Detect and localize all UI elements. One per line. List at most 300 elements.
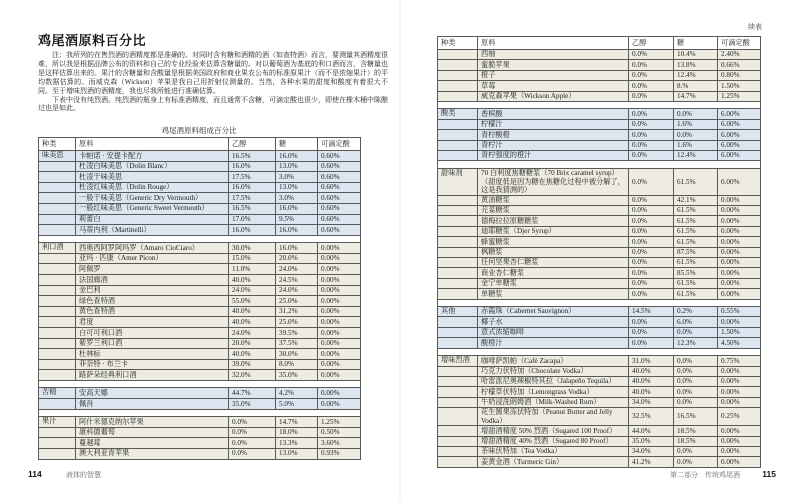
value-cell: 0.00%	[718, 397, 761, 407]
value-cell: 0.0%	[229, 438, 276, 449]
value-cell: 6.00%	[718, 140, 761, 150]
value-cell: 35.0%	[276, 370, 318, 381]
value-cell: 32.0%	[229, 370, 276, 381]
ingredient-cell: 阿什米德克纳尔苹果	[76, 417, 229, 428]
table-row	[39, 399, 361, 410]
ingredient-cell: 君度	[76, 317, 229, 328]
gap-cell	[39, 235, 361, 243]
value-cell: 0.00%	[718, 289, 761, 299]
category-cell	[39, 448, 76, 459]
value-cell: 61.5%	[674, 258, 718, 268]
intro-note	[38, 51, 388, 113]
value-cell: 0.00%	[318, 399, 361, 410]
category-cell	[438, 50, 478, 60]
ingredient-cell: 安高天娜	[76, 388, 229, 399]
value-cell: 20.0%	[276, 253, 318, 264]
table-row	[438, 119, 761, 129]
value-cell: 0.0%	[629, 140, 674, 150]
ingredient-cell: 法国廊酒	[76, 275, 229, 286]
section-heading: 鸡尾酒原料百分比	[38, 33, 147, 48]
ingredient-cell: 一般红味美思（Generic Sweet Vermouth）	[76, 203, 229, 214]
ingredient-cell: 蔓越莓	[76, 438, 229, 449]
value-cell: 61.5%	[674, 278, 718, 288]
page-number-right: 115	[762, 469, 776, 479]
category-cell	[39, 427, 76, 438]
category-cell	[438, 278, 478, 288]
ingredient-cell: 西柚	[478, 50, 629, 60]
category-cell: 味美思	[39, 151, 76, 162]
value-cell: 0.00%	[318, 349, 361, 360]
ingredient-cell: 花生酱果冻伏特加（Peanut Butter and Jelly Vodka）	[478, 408, 629, 426]
ingredients-table-left	[38, 137, 361, 460]
value-cell: 0.0%	[629, 70, 674, 80]
value-cell: 0.0%	[674, 376, 718, 386]
value-cell: 0.00%	[318, 285, 361, 296]
value-cell: 30.0%	[276, 349, 318, 360]
value-cell: 0.0%	[629, 195, 674, 205]
table-row	[39, 253, 361, 264]
column-header: 可滴定酸	[718, 37, 761, 50]
page-gutter	[398, 0, 402, 500]
value-cell: 40.0%	[229, 275, 276, 286]
value-cell: 0.0%	[629, 226, 674, 236]
value-cell: 25.0%	[276, 296, 318, 307]
value-cell: 14.7%	[674, 91, 718, 101]
value-cell: 0.0%	[629, 168, 674, 195]
category-cell: 酸类	[438, 109, 478, 119]
category-cell	[438, 130, 478, 140]
value-cell: 0.25%	[718, 408, 761, 426]
value-cell: 0.00%	[718, 216, 761, 226]
ingredient-cell: 巧克力伏特加（Chocolate Vodka）	[478, 366, 629, 376]
running-title-right: 第二部分 传统鸡尾酒	[670, 472, 741, 479]
value-cell: 44.0%	[629, 426, 674, 436]
value-cell: 0.00%	[718, 168, 761, 195]
value-cell: 39.5%	[276, 328, 318, 339]
category-cell	[39, 275, 76, 286]
category-cell	[39, 214, 76, 225]
value-cell: 24.0%	[229, 285, 276, 296]
table-row	[39, 296, 361, 307]
value-cell: 14.7%	[276, 417, 318, 428]
value-cell: 0.00%	[318, 243, 361, 254]
ingredient-cell: 金巴利	[76, 285, 229, 296]
ingredient-cell: 黄油糖浆	[478, 195, 629, 205]
table-row	[438, 317, 761, 327]
category-cell: 甜味剂	[438, 168, 478, 195]
table-row	[39, 243, 361, 254]
table-row	[438, 151, 761, 161]
column-header: 乙醇	[229, 138, 276, 151]
value-cell: 12.4%	[674, 70, 718, 80]
table-row	[438, 457, 761, 467]
table-row	[39, 182, 361, 193]
value-cell: 16.0%	[276, 243, 318, 254]
section-gap-row	[438, 161, 761, 169]
value-cell: 1.50%	[718, 327, 761, 337]
value-cell: 0.0%	[674, 327, 718, 337]
value-cell: 8.0%	[276, 359, 318, 370]
value-cell: 61.5%	[674, 168, 718, 195]
table-row	[438, 91, 761, 101]
value-cell: 0.00%	[718, 426, 761, 436]
value-cell: 1.25%	[318, 417, 361, 428]
value-cell: 61.5%	[674, 216, 718, 226]
ingredient-cell: 香槟酸	[478, 109, 629, 119]
value-cell: 24.0%	[276, 285, 318, 296]
table-row	[438, 426, 761, 436]
value-cell: 0.60%	[318, 203, 361, 214]
table-row	[39, 161, 361, 172]
table-row	[39, 388, 361, 399]
ingredient-cell: 绿色查特酒	[76, 296, 229, 307]
value-cell: 3.60%	[318, 438, 361, 449]
category-cell	[39, 328, 76, 339]
value-cell: 0.0%	[629, 289, 674, 299]
table-row	[438, 307, 761, 317]
value-cell: 1.50%	[718, 81, 761, 91]
value-cell: 0.00%	[318, 317, 361, 328]
table-row	[438, 289, 761, 299]
ingredient-cell: 增甜酒精度 40% 烈酒（Sugared 80 Proof）	[478, 436, 629, 446]
value-cell: 6.00%	[718, 109, 761, 119]
value-cell: 0.00%	[318, 370, 361, 381]
value-cell: 61.5%	[674, 226, 718, 236]
value-cell: 18.5%	[674, 436, 718, 446]
value-cell: 40.0%	[229, 317, 276, 328]
ingredient-cell: 赤霞珠（Cabernet Sauvignon）	[478, 307, 629, 317]
table-row	[438, 60, 761, 70]
value-cell: 0.0%	[629, 237, 674, 247]
table-row	[438, 447, 761, 457]
value-cell: 1.6%	[674, 140, 718, 150]
table-row	[438, 338, 761, 348]
continued-table-label: 续表	[748, 23, 762, 31]
value-cell: 1.25%	[718, 91, 761, 101]
value-cell: 0.00%	[318, 306, 361, 317]
ingredient-cell: 青柠酸橙	[478, 130, 629, 140]
value-cell: 0.00%	[718, 436, 761, 446]
value-cell: 0.00%	[318, 359, 361, 370]
value-cell: 13.3%	[276, 438, 318, 449]
category-cell	[438, 338, 478, 348]
category-cell	[39, 306, 76, 317]
value-cell: 0.60%	[318, 161, 361, 172]
category-cell	[39, 338, 76, 349]
table-row	[39, 338, 361, 349]
ingredient-cell: 柠檬汁	[478, 119, 629, 129]
value-cell: 0.0%	[629, 50, 674, 60]
value-cell: 0.0%	[629, 151, 674, 161]
value-cell: 16.0%	[229, 182, 276, 193]
value-cell: 40.0%	[229, 349, 276, 360]
category-cell	[438, 376, 478, 386]
ingredient-cell: 茶味伏特加（Tea Vodka）	[478, 447, 629, 457]
value-cell: 25.0%	[276, 317, 318, 328]
category-cell	[39, 264, 76, 275]
value-cell: 34.0%	[629, 447, 674, 457]
ingredient-cell: 蜜脆苹果	[478, 60, 629, 70]
column-header: 可滴定酸	[318, 138, 361, 151]
table-row	[438, 247, 761, 257]
value-cell: 85.5%	[674, 268, 718, 278]
value-cell: 0.0%	[629, 247, 674, 257]
value-cell: 2.40%	[718, 50, 761, 60]
table-row	[438, 195, 761, 205]
gap-cell	[39, 409, 361, 417]
column-header: 糖	[276, 138, 318, 151]
category-cell	[438, 140, 478, 150]
category-cell	[438, 70, 478, 80]
ingredient-cell: 单糖浆	[478, 289, 629, 299]
ingredient-cell: 一般干味美思（Generic Dry Vermouth）	[76, 193, 229, 204]
ingredient-cell: 意式浓缩咖啡	[478, 327, 629, 337]
ingredient-cell: 咖啡萨凯帕（Café Zacapa）	[478, 356, 629, 366]
value-cell: 0.60%	[318, 182, 361, 193]
value-cell: 6.00%	[718, 119, 761, 129]
ingredient-cell: 紫罗兰利口酒	[76, 338, 229, 349]
column-header: 原料	[478, 37, 629, 50]
category-cell: 果汁	[39, 417, 76, 428]
value-cell: 0.0%	[629, 81, 674, 91]
gap-cell	[438, 299, 761, 307]
value-cell: 12.3%	[674, 338, 718, 348]
category-cell	[39, 172, 76, 183]
table-row	[39, 448, 361, 459]
category-cell	[438, 226, 478, 236]
value-cell: 61.5%	[674, 289, 718, 299]
ingredient-cell: 佩肖	[76, 399, 229, 410]
ingredient-cell: 威克森苹果（Wickson Apple）	[478, 91, 629, 101]
value-cell: 0.00%	[718, 237, 761, 247]
category-cell	[39, 285, 76, 296]
ingredient-cell: 蜂蜜糖浆	[478, 237, 629, 247]
value-cell: 6.00%	[718, 130, 761, 140]
column-header: 种类	[39, 138, 76, 151]
table-row	[39, 151, 361, 162]
table-row	[39, 193, 361, 204]
value-cell: 39.0%	[229, 359, 276, 370]
ingredient-cell: 椰子水	[478, 317, 629, 327]
value-cell: 13.0%	[276, 161, 318, 172]
value-cell: 15.0%	[229, 253, 276, 264]
category-cell	[438, 366, 478, 376]
table-row	[438, 206, 761, 216]
table-row	[438, 81, 761, 91]
value-cell: 31.0%	[629, 356, 674, 366]
category-cell	[39, 193, 76, 204]
value-cell: 0.0%	[674, 130, 718, 140]
value-cell: 0.0%	[229, 417, 276, 428]
value-cell: 0.00%	[718, 376, 761, 386]
value-cell: 13.0%	[276, 182, 318, 193]
value-cell: 0.0%	[629, 338, 674, 348]
category-cell	[438, 408, 478, 426]
table-row	[438, 278, 761, 288]
value-cell: 11.0%	[229, 264, 276, 275]
value-cell: 0.00%	[718, 258, 761, 268]
category-cell	[39, 370, 76, 381]
category-cell	[39, 182, 76, 193]
category-cell	[438, 60, 478, 70]
category-cell	[438, 258, 478, 268]
value-cell: 6.00%	[718, 151, 761, 161]
table-row	[438, 216, 761, 226]
value-cell: 3.0%	[276, 193, 318, 204]
value-cell: 0.80%	[718, 70, 761, 80]
category-cell: 其他	[438, 307, 478, 317]
footer-right	[670, 469, 776, 480]
category-cell: 苦精	[39, 388, 76, 399]
ingredient-cell: 澳大利亚青苹果	[76, 448, 229, 459]
value-cell: 0.66%	[718, 60, 761, 70]
value-cell: 0.0%	[629, 268, 674, 278]
category-cell: 增味烈酒	[438, 356, 478, 366]
page-number-left: 114	[28, 469, 42, 479]
value-cell: 55.0%	[229, 296, 276, 307]
column-header: 乙醇	[629, 37, 674, 50]
value-cell: 41.2%	[629, 457, 674, 467]
value-cell: 32.5%	[629, 408, 674, 426]
ingredient-cell: 青柠汁	[478, 140, 629, 150]
ingredient-cell: 亚玛 · 匹康（Amer Picon）	[76, 253, 229, 264]
value-cell: 16.0%	[276, 203, 318, 214]
value-cell: 20.0%	[229, 338, 276, 349]
table-row	[438, 168, 761, 195]
category-cell	[438, 397, 478, 407]
ingredient-cell: 西奥西阿罗阿玛罗（Amaro CioCiaro）	[76, 243, 229, 254]
ingredient-cell: 芫荽糖浆	[478, 206, 629, 216]
table-row	[39, 359, 361, 370]
table-row	[438, 109, 761, 119]
category-cell	[438, 436, 478, 446]
table-row	[438, 376, 761, 386]
table-row	[39, 306, 361, 317]
category-cell	[39, 359, 76, 370]
value-cell: 16.5%	[229, 151, 276, 162]
value-cell: 0.00%	[718, 447, 761, 457]
value-cell: 0.00%	[318, 275, 361, 286]
value-cell: 0.0%	[629, 119, 674, 129]
value-cell: 31.2%	[276, 306, 318, 317]
table-row	[39, 285, 361, 296]
value-cell: 16.0%	[229, 225, 276, 236]
category-cell	[39, 161, 76, 172]
value-cell: 0.00%	[318, 328, 361, 339]
table-row	[438, 397, 761, 407]
category-cell	[438, 237, 478, 247]
value-cell: 0.50%	[318, 427, 361, 438]
value-cell: 40.0%	[629, 376, 674, 386]
section-gap-row	[438, 348, 761, 356]
value-cell: 0.00%	[318, 338, 361, 349]
note-paragraph-1: 注：我所列的在售烈酒的酒精度都是准确的。对同时含有糖和酒精的酒（如查特酒）而言，要测量其酒精度很难，所以我是根据品牌公布的资料和自己的专业经验来估算含糖量的。对以葡萄酒为基底的利口酒而言，含糖量也是这样估算出来的。果汁的含糖量和含酸量是根据美国政府和商业果农公布的标准原果汁（而不是浓缩果汁）的平均数据估算的。而威克森（Wickson）苹果是我自己用折射仪测量的。当然，各种水果的甜度和酸度有着很大不同。至于增味烈酒的酒精度，我也尽我所能进行准确估算。	[38, 51, 388, 95]
category-cell	[39, 203, 76, 214]
category-cell	[438, 327, 478, 337]
value-cell: 5.0%	[276, 399, 318, 410]
table-row	[39, 317, 361, 328]
value-cell: 16.5%	[674, 408, 718, 426]
ingredients-table-right	[437, 36, 761, 468]
ingredient-cell: 姜黄金酒（Turmeric Gin）	[478, 457, 629, 467]
value-cell: 9.5%	[276, 214, 318, 225]
ingredient-cell: 阿佩罗	[76, 264, 229, 275]
value-cell: 0.0%	[629, 216, 674, 226]
value-cell: 17.5%	[229, 172, 276, 183]
table-row	[39, 438, 361, 449]
table-row	[438, 226, 761, 236]
ingredient-cell: 橙子	[478, 70, 629, 80]
gap-cell	[438, 101, 761, 109]
gap-cell	[438, 161, 761, 169]
table-row	[438, 258, 761, 268]
table-row	[438, 366, 761, 376]
value-cell: 35.0%	[629, 436, 674, 446]
table-row	[438, 130, 761, 140]
value-cell: 0.00%	[718, 278, 761, 288]
value-cell: 13.0%	[276, 448, 318, 459]
table-row	[39, 417, 361, 428]
value-cell: 8.%	[674, 81, 718, 91]
value-cell: 3.0%	[276, 172, 318, 183]
value-cell: 0.60%	[318, 193, 361, 204]
value-cell: 4.50%	[718, 338, 761, 348]
category-cell	[438, 151, 478, 161]
table-row	[39, 264, 361, 275]
table-row	[39, 214, 361, 225]
value-cell: 18.5%	[674, 426, 718, 436]
gap-cell	[438, 348, 761, 356]
value-cell: 0.00%	[718, 387, 761, 397]
category-cell	[438, 268, 478, 278]
category-cell: 利口酒	[39, 243, 76, 254]
value-cell: 0.00%	[318, 388, 361, 399]
ingredient-cell: 迪耶糖浆（Djer Syrup）	[478, 226, 629, 236]
value-cell: 0.00%	[318, 296, 361, 307]
value-cell: 0.00%	[718, 247, 761, 257]
value-cell: 40.0%	[629, 366, 674, 376]
value-cell: 12.4%	[674, 151, 718, 161]
category-cell	[39, 399, 76, 410]
value-cell: 0.93%	[318, 448, 361, 459]
category-cell	[438, 317, 478, 327]
value-cell: 35.0%	[229, 399, 276, 410]
category-cell	[438, 447, 478, 457]
column-header: 原料	[76, 138, 229, 151]
table-row	[39, 427, 361, 438]
value-cell: 44.7%	[229, 388, 276, 399]
table-row	[39, 275, 361, 286]
table-row	[438, 140, 761, 150]
ingredient-cell: 柠檬草伏特加（Lemongrass Vodka）	[478, 387, 629, 397]
value-cell: 40.0%	[629, 387, 674, 397]
value-cell: 16.5%	[229, 203, 276, 214]
value-cell: 37.5%	[276, 338, 318, 349]
value-cell: 24.0%	[276, 264, 318, 275]
value-cell: 16.0%	[229, 161, 276, 172]
value-cell: 0.0%	[674, 109, 718, 119]
table-row	[438, 237, 761, 247]
table-row	[39, 225, 361, 236]
value-cell: 0.0%	[629, 91, 674, 101]
ingredient-cell: 黄色查特酒	[76, 306, 229, 317]
category-cell	[39, 317, 76, 328]
category-cell	[438, 91, 478, 101]
value-cell: 18.0%	[276, 427, 318, 438]
value-cell: 0.00%	[718, 457, 761, 467]
section-gap-row	[39, 235, 361, 243]
ingredient-cell: 金宁单糖浆	[478, 278, 629, 288]
